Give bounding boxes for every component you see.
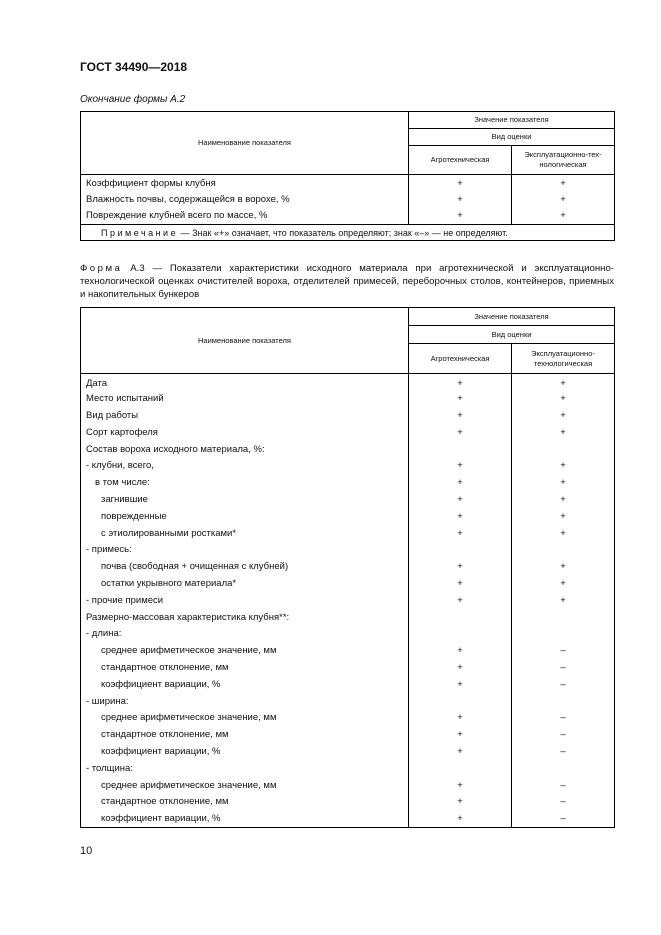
table-row	[81, 726, 615, 743]
table-row	[81, 676, 615, 693]
row-expl: +	[512, 525, 615, 542]
table1-col-value: Значение показателя	[409, 112, 615, 129]
row-expl: –	[512, 676, 615, 693]
row-expl: +	[512, 208, 615, 225]
row-agro: +	[409, 525, 512, 542]
row-name: - прочие примеси	[81, 592, 409, 609]
row-name: остатки укрывного материала*	[81, 575, 409, 592]
row-agro: +	[409, 208, 512, 225]
row-agro: +	[409, 175, 512, 191]
table-row	[81, 609, 615, 626]
row-expl: +	[512, 175, 615, 191]
row-name: среднее арифметическое значение, мм	[81, 777, 409, 794]
row-agro	[409, 609, 512, 626]
table2-col-name: Наименование показателя	[81, 308, 409, 374]
table-row	[81, 558, 615, 575]
table-row	[81, 474, 615, 491]
row-name: - ширина:	[81, 693, 409, 710]
table-row	[81, 709, 615, 726]
table-row	[81, 592, 615, 609]
table2-col-type: Вид оценки	[409, 326, 615, 344]
table-row	[81, 659, 615, 676]
row-expl	[512, 693, 615, 710]
row-expl: +	[512, 374, 615, 391]
row-name: - толщина:	[81, 760, 409, 777]
table1-caption: Окончание формы А.2	[80, 94, 186, 105]
table-row	[81, 374, 615, 391]
table2-col-value: Значение показателя	[409, 308, 615, 326]
row-name: коэффициент вариации, %	[81, 743, 409, 760]
row-expl: +	[512, 558, 615, 575]
table-row	[81, 760, 615, 777]
table1-col-expl: Эксплуатационно-тех-нологическая	[512, 146, 615, 175]
table1-col-name: Наименование показателя	[81, 112, 409, 175]
form-title-text: — Показатели характеристики исходного материала при агротехнической и эксплуатационно-технологической оценках очистителей вороха, отделителей примесей, переборочных столов, контейнеров, приемных и накопительных бункеров	[80, 263, 615, 300]
table-row	[81, 508, 615, 525]
table1-col-type: Вид оценки	[409, 129, 615, 146]
row-agro: +	[409, 575, 512, 592]
row-expl: +	[512, 491, 615, 508]
row-expl: +	[512, 508, 615, 525]
row-agro: +	[409, 407, 512, 424]
row-agro: +	[409, 491, 512, 508]
table-row	[81, 541, 615, 558]
row-expl: +	[512, 457, 615, 474]
table-row	[81, 793, 615, 810]
table-row	[81, 390, 615, 407]
form-label: Форма	[80, 263, 123, 274]
row-name: Дата	[81, 374, 409, 391]
table-row	[81, 625, 615, 642]
row-name: - клубни, всего,	[81, 457, 409, 474]
row-expl: +	[512, 474, 615, 491]
row-name: поврежденные	[81, 508, 409, 525]
row-expl: –	[512, 642, 615, 659]
row-name: Сорт картофеля	[81, 424, 409, 441]
row-agro: +	[409, 191, 512, 208]
row-agro: +	[409, 592, 512, 609]
row-agro: +	[409, 659, 512, 676]
row-name: среднее арифметическое значение, мм	[81, 642, 409, 659]
table-row	[81, 491, 615, 508]
row-name: стандартное отклонение, мм	[81, 793, 409, 810]
row-expl: +	[512, 191, 615, 208]
table-row	[81, 175, 615, 191]
row-agro: +	[409, 374, 512, 391]
table2	[80, 307, 615, 828]
table-row	[81, 208, 615, 225]
row-agro: +	[409, 390, 512, 407]
row-agro	[409, 441, 512, 458]
row-agro	[409, 541, 512, 558]
row-expl: +	[512, 407, 615, 424]
row-name: Коэффициент формы клубня	[81, 175, 409, 191]
row-name: стандартное отклонение, мм	[81, 659, 409, 676]
row-expl: –	[512, 743, 615, 760]
row-expl: +	[512, 592, 615, 609]
table1	[80, 111, 615, 241]
row-name: Размерно-массовая характеристика клубня**:	[81, 609, 409, 626]
row-agro: +	[409, 676, 512, 693]
row-agro: +	[409, 474, 512, 491]
row-name: Место испытаний	[81, 390, 409, 407]
table-row	[81, 777, 615, 794]
row-name: загнившие	[81, 491, 409, 508]
row-expl: +	[512, 575, 615, 592]
table-row	[81, 457, 615, 474]
row-expl	[512, 441, 615, 458]
row-name: с этиолированными ростками*	[81, 525, 409, 542]
row-agro: +	[409, 508, 512, 525]
row-agro: +	[409, 558, 512, 575]
table2-col-agro: Агротехническая	[409, 344, 512, 374]
row-name: почва (свободная + очищенная с клубней)	[81, 558, 409, 575]
table2-col-expl: Эксплуатационно-технологическая	[512, 344, 615, 374]
row-name: - примесь:	[81, 541, 409, 558]
note-text: — Знак «+» означает, что показатель определяют; знак «–» — не определяют.	[178, 227, 508, 238]
table-row	[81, 424, 615, 441]
row-expl: –	[512, 726, 615, 743]
table-row	[81, 810, 615, 827]
row-expl	[512, 541, 615, 558]
row-agro: +	[409, 709, 512, 726]
row-agro: +	[409, 777, 512, 794]
table-row	[81, 525, 615, 542]
row-agro: +	[409, 457, 512, 474]
row-name: коэффициент вариации, %	[81, 810, 409, 827]
table-row	[81, 441, 615, 458]
table1-note	[81, 225, 615, 241]
row-agro	[409, 625, 512, 642]
row-expl: –	[512, 659, 615, 676]
document-header: ГОСТ 34490—2018	[80, 60, 188, 74]
page-number: 10	[80, 845, 93, 857]
row-expl: +	[512, 390, 615, 407]
row-agro: +	[409, 642, 512, 659]
row-name: среднее арифметическое значение, мм	[81, 709, 409, 726]
row-name: стандартное отклонение, мм	[81, 726, 409, 743]
row-expl: –	[512, 793, 615, 810]
row-name: Повреждение клубней всего по массе, %	[81, 208, 409, 225]
row-name: Состав вороха исходного материала, %:	[81, 441, 409, 458]
row-name: Влажность почвы, содержащейся в ворохе, %	[81, 191, 409, 208]
row-agro	[409, 693, 512, 710]
row-agro: +	[409, 743, 512, 760]
form-number: А.3	[130, 263, 145, 274]
row-agro: +	[409, 810, 512, 827]
table-row	[81, 191, 615, 208]
table-row	[81, 693, 615, 710]
row-agro	[409, 760, 512, 777]
table-row	[81, 407, 615, 424]
row-expl	[512, 609, 615, 626]
row-agro: +	[409, 424, 512, 441]
row-name: коэффициент вариации, %	[81, 676, 409, 693]
row-expl: +	[512, 424, 615, 441]
row-expl: –	[512, 709, 615, 726]
table1-col-agro: Агротехническая	[409, 146, 512, 175]
row-expl: –	[512, 777, 615, 794]
row-agro: +	[409, 793, 512, 810]
table-row	[81, 575, 615, 592]
row-name: - длина:	[81, 625, 409, 642]
row-expl	[512, 625, 615, 642]
note-label: Примечание	[101, 227, 179, 238]
row-name: Вид работы	[81, 407, 409, 424]
table-row	[81, 642, 615, 659]
row-expl	[512, 760, 615, 777]
table-row	[81, 743, 615, 760]
row-expl: –	[512, 810, 615, 827]
row-agro: +	[409, 726, 512, 743]
row-name: в том числе:	[81, 474, 409, 491]
form-a3-title	[80, 262, 614, 301]
